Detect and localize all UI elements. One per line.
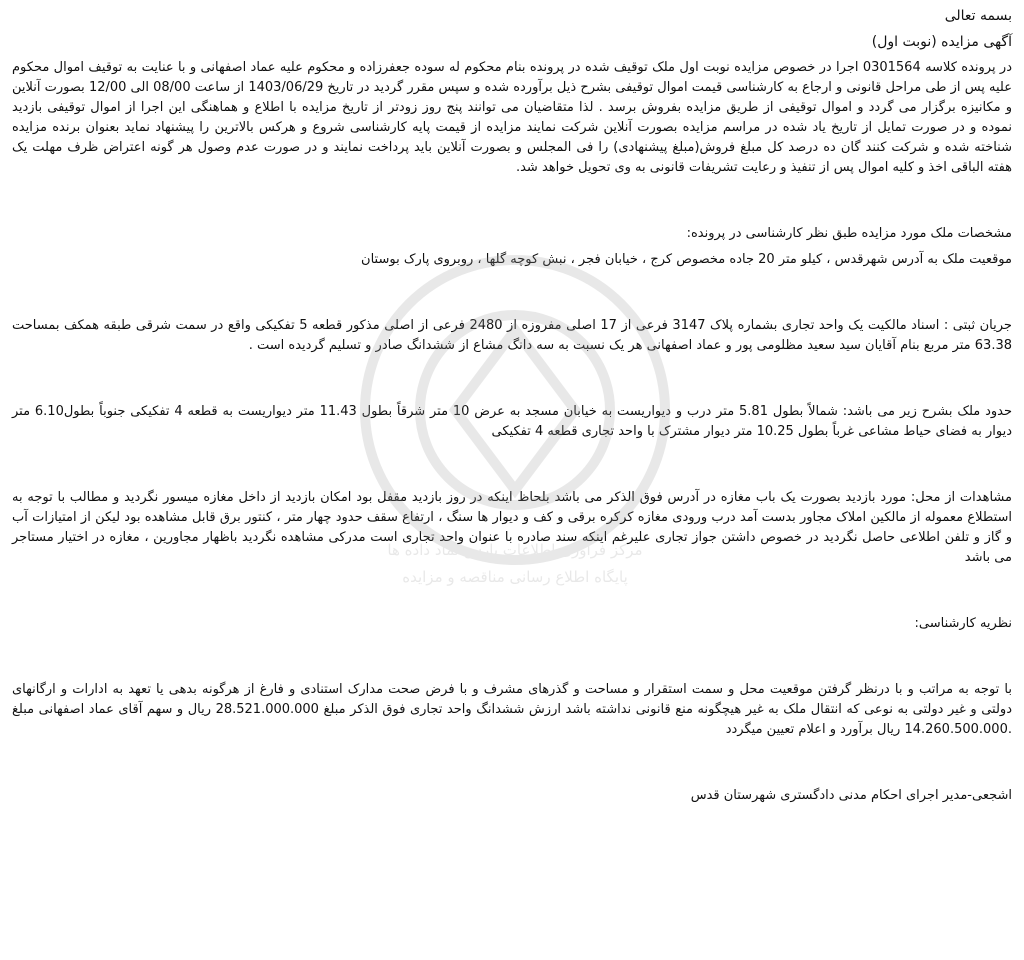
expert-heading: نظریه کارشناسی: — [914, 616, 1012, 631]
expert-opinion-paragraph: با توجه به مراتب و با درنظر گرفتن موقعیت محل و سمت استقرار و مساحت و گذرهای مشرف و با فرض صحت مدارک استنادی و فارغ از هرگونه بدهی یا تعهد به ادارات و ارگانهای دولتی و غیر دولتی به نوعی که انتقال ملک به غیر هیچگونه منع قانونی نداشته باشد ارزش ششدانگ واحد تجاری فوق الذکر مبلغ 28.521.000.000 ریال و سهم آقای عماد اصفهانی مبلغ .14.260.500.000 ریال برآورد و اعلام تعیین میگردد — [12, 682, 1012, 737]
watermark-line-2: پایگاه اطلاع رسانی مناقصه و مزایده — [402, 568, 628, 586]
specs-heading: مشخصات ملک مورد مزایده طبق نظر کارشناسی در پرونده: — [686, 226, 1012, 241]
observations-paragraph: مشاهدات از محل: مورد بازدید بصورت یک باب مغازه در آدرس فوق الذکر می باشد بلحاظ اینکه در روز بازدید مقفل بود امکان بازدید از داخل مغازه میسور نگردید و مطالب با توجه به استطلاع معموله از مالکین املاک مجاور بدست آمد درب ورودی مغازه کرکره برقی و کف و دیوار ها سنگ ، ارتفاع سقف حدود چهار متر ، کنتور برق قابل مشاهده بود لیکن از امتیازات آب و گاز و تلفن اطلاعی حاصل نگردید در خصوص داشتن جواز تجاری علیرغم اینکه سند صادره با عنوان واحد تجاری است مدرکی مشاهده نگردید باظهار مجاورین ، مغازه در اختیار مستاجر می باشد — [12, 490, 1012, 565]
registry-paragraph: جریان ثبتی : اسناد مالکیت یک واحد تجاری بشماره پلاک 3147 فرعی از 17 اصلی مفروزه از 2480 فرعی از اصلی مذکور قطعه 5 تفکیکی واقع در سمت شرقی طبقه همکف بمساحت 63.38 متر مربع بنام آقایان سید سعید مظلومی پور و عماد اصفهانی هر یک نسبت به سه دانگ مشاع از ششدانگ صادر و تسلیم گردیده است . — [12, 318, 1012, 353]
notice-title: آگهی مزایده (نوبت اول) — [871, 34, 1012, 50]
bismillah: بسمه تعالی — [944, 8, 1012, 24]
signature: اشجعی-مدیر اجرای احکام مدنی دادگستری شهرستان قدس — [690, 788, 1012, 803]
intro-paragraph: در پرونده کلاسه 0301564 اجرا در خصوص مزایده نوبت اول ملک توقیف شده در پرونده بنام محکوم له سوده جعفرزاده و محکوم علیه عماد اصفهانی و با عنایت به توقیف اموال محکوم علیه پس از طی مراحل قانونی و ارجاع به کارشناسی قیمت اموال توقیفی بشرح ذیل برآورده شده و سپس مقرر گردید در تاریخ 1403/06/29 از ساعت 08/00 الی 12/00 بصورت آنلاین و مکانیزه برگزار می گردد و اموال توقیفی از طریق مزایده بفروش برسد . لذا متقاضیان می توانند پنج روز زودتر از تاریخ مزایده با اطلاع و هماهنگی این اجرا از اموال توقیفی بازدید نموده و در صورت تمایل از تاریخ یاد شده در مراسم مزایده بصورت آنلاین شرکت نمایند مزایده از قیمت پایه کارشناسی شروع و هرکس بالاترین را پیشنهاد نماید بعنوان برنده مزایده شناخته شده و شرکت کنند گان ده درصد کل مبلغ فروش(مبلغ پیشنهادی) را فی المجلس و بصورت آنلاین باید پرداخت نمایند و در صورت عدم وصول هر گونه اعتراض ظرف مهلت یک هفته الباقی اخذ و کلیه اموال پس از تنفیذ و رعایت تشریفات قانونی به وی تحویل خواهد شد. — [12, 60, 1013, 175]
watermark-line-1: مرکز فرآوری اطلاعات پارس نماد داده ها — [387, 541, 643, 559]
location-paragraph: موقعیت ملک به آدرس شهرقدس ، کیلو متر 20 جاده مخصوص کرج ، خیابان فجر ، نبش کوچه گلها ، روبروی پارک بوستان — [361, 252, 1012, 267]
boundaries-paragraph: حدود ملک بشرح زیر می باشد: شمالاً بطول 5.81 متر درب و دیواریست به خیابان مسجد به عرض 10 متر شرقاً بطول 11.43 متر دیواریست به قطعه 4 تفکیکی جنوباً بطول6.10 متر دیوار به فضای حیاط مشاعی غرباً بطول 10.25 متر دیوار مشترک با واحد تجاری قطعه 4 تفکیکی — [12, 404, 1013, 439]
